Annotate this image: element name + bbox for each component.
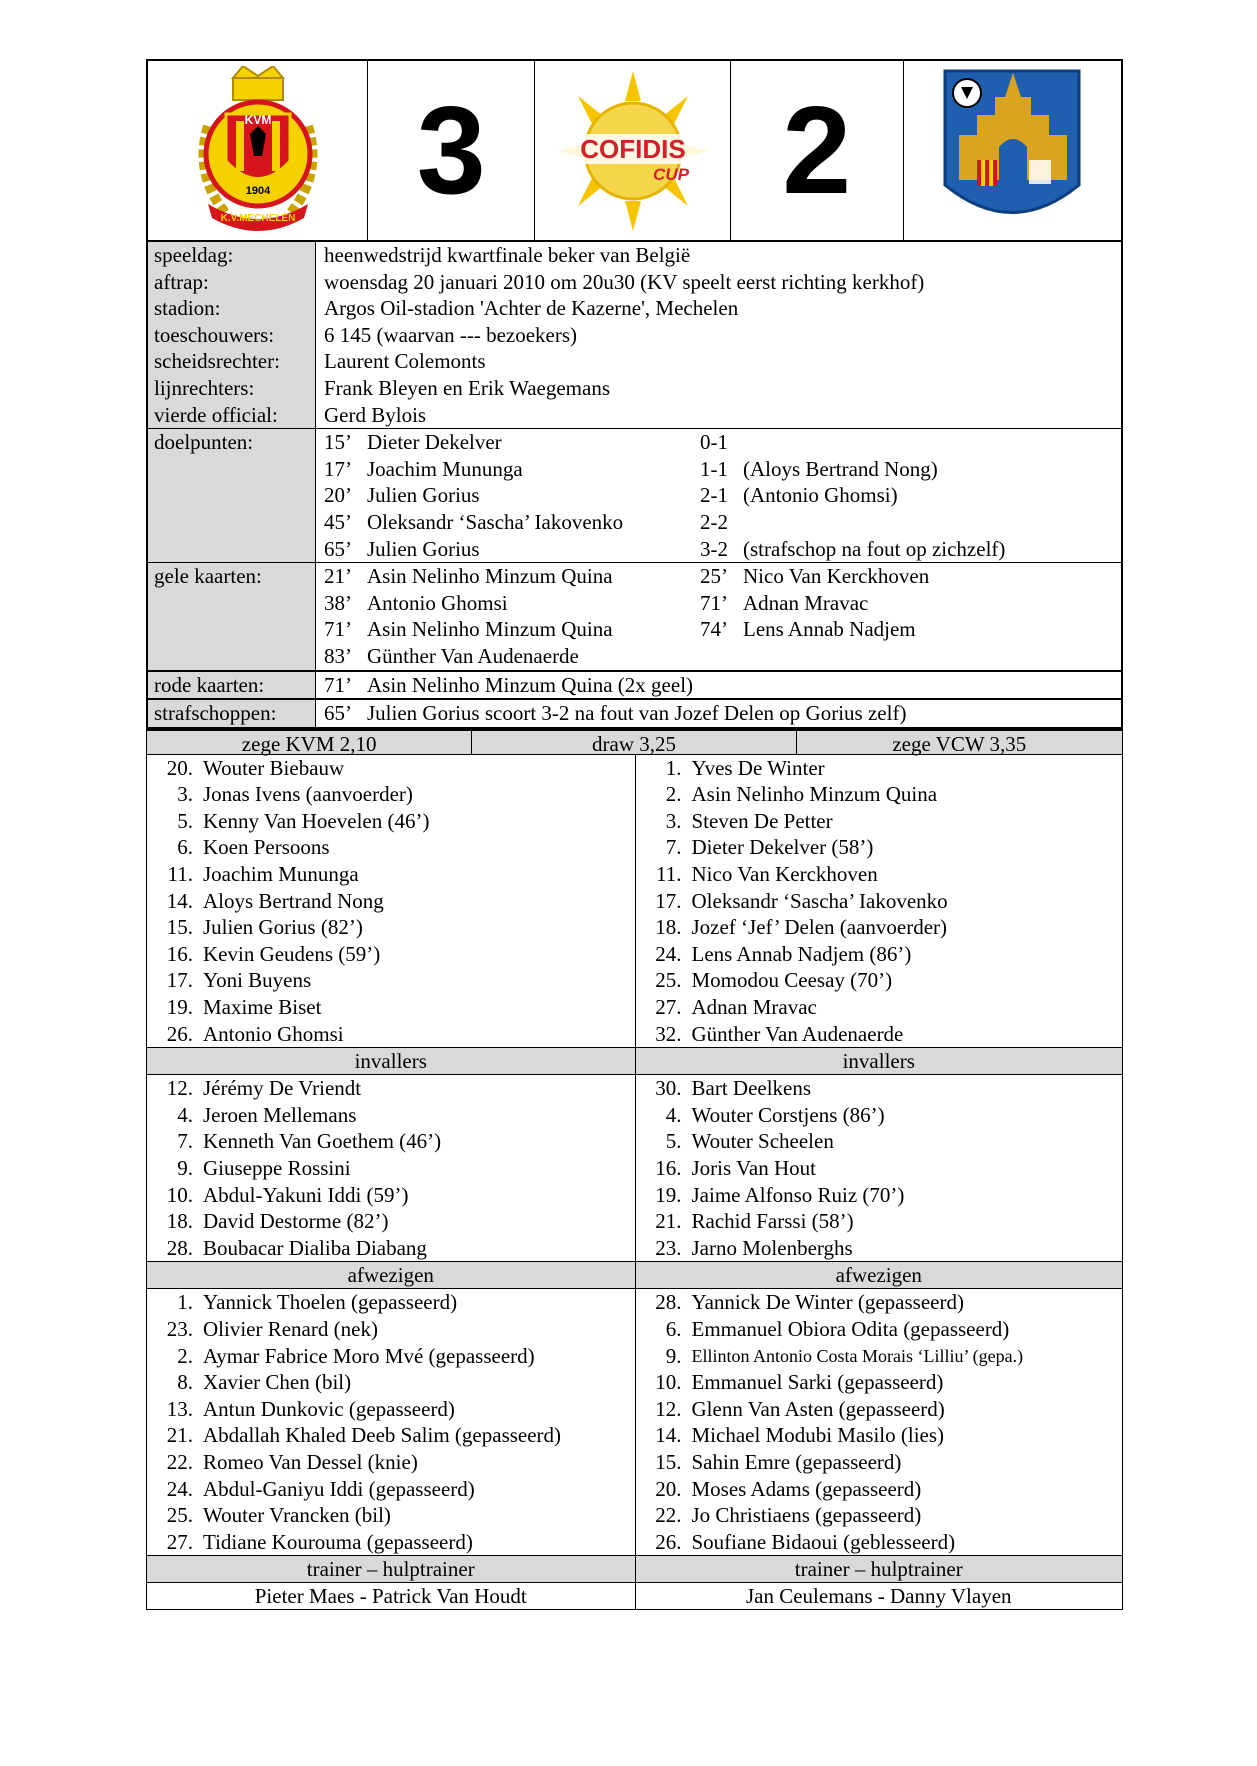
info-row-yellow-cards bbox=[148, 562, 1121, 669]
player-name: Olivier Renard (nek) bbox=[203, 1316, 378, 1341]
svg-text:KVM: KVM bbox=[244, 112, 271, 127]
player-row bbox=[147, 781, 635, 808]
player-name: Adnan Mravac bbox=[691, 995, 817, 1020]
player-number: 8. bbox=[177, 1370, 193, 1395]
yellow-line: 71’ Asin Nelinho Minzum Quina 74’ Lens Annab Nadjem bbox=[324, 617, 916, 642]
player-row bbox=[636, 1316, 1123, 1343]
goal-line: 45’ Oleksandr ‘Sascha’ Iakovenko 2-2 bbox=[324, 509, 728, 534]
player-name: Lens Annab Nadjem (86’) bbox=[691, 941, 912, 966]
kv-mechelen-crest-icon bbox=[188, 66, 328, 236]
player-number: 25. bbox=[655, 968, 682, 993]
info-value: Argos Oil-stadion 'Achter de Kazerne', Mechelen bbox=[324, 296, 739, 321]
player-number: 15. bbox=[166, 915, 193, 940]
match-sheet bbox=[146, 59, 1123, 1610]
player-row bbox=[636, 1396, 1123, 1423]
info-row-vierde-official bbox=[148, 402, 1121, 429]
info-value: 6 145 (waarvan --- bezoekers) bbox=[324, 322, 578, 347]
lineups bbox=[146, 755, 1123, 1049]
player-number: 1. bbox=[177, 1290, 193, 1315]
player-row bbox=[147, 1128, 635, 1155]
player-row bbox=[147, 888, 635, 915]
player-number: 4. bbox=[177, 1102, 193, 1127]
player-number: 21. bbox=[655, 1209, 682, 1234]
player-name: Abdul-Ganiyu Iddi (gepasseerd) bbox=[203, 1476, 475, 1501]
player-number: 22. bbox=[655, 1503, 682, 1528]
player-row bbox=[636, 1422, 1123, 1449]
goal-line: 15’ Dieter Dekelver 0-1 bbox=[324, 430, 728, 455]
player-name: Wouter Biebauw bbox=[203, 755, 345, 780]
subs-home bbox=[147, 1075, 635, 1261]
player-row bbox=[636, 1449, 1123, 1476]
svg-text:K.V.MECHELEN: K.V.MECHELEN bbox=[220, 212, 295, 224]
player-number: 25. bbox=[166, 1503, 193, 1528]
player-number: 24. bbox=[166, 1476, 193, 1501]
player-row bbox=[147, 1075, 635, 1102]
player-name: Antonio Ghomsi bbox=[203, 1021, 344, 1046]
absentees bbox=[146, 1289, 1123, 1556]
trainer-header bbox=[146, 1556, 1123, 1583]
player-name: Ellinton Antonio Costa Morais ‘Lilliu’ (gepa.) bbox=[691, 1345, 1024, 1366]
player-name: David Destorme (82’) bbox=[203, 1209, 389, 1234]
player-row bbox=[147, 1182, 635, 1209]
red-label: rode kaarten: bbox=[148, 672, 316, 699]
player-number: 23. bbox=[655, 1235, 682, 1260]
info-row-red-cards bbox=[148, 670, 1121, 699]
player-number: 17. bbox=[166, 968, 193, 993]
player-row bbox=[147, 1502, 635, 1529]
player-number: 28. bbox=[166, 1235, 193, 1260]
player-name: Joachim Mununga bbox=[203, 862, 359, 887]
info-row-lijnrechters bbox=[148, 375, 1121, 402]
player-name: Oleksandr ‘Sascha’ Iakovenko bbox=[691, 888, 948, 913]
lineup-away bbox=[635, 755, 1123, 1048]
player-number: 27. bbox=[655, 995, 682, 1020]
player-row bbox=[636, 781, 1123, 808]
player-name: Steven De Petter bbox=[691, 808, 833, 833]
trainer-label-away: trainer – hulptrainer bbox=[635, 1556, 1123, 1582]
player-name: Moses Adams (gepasseerd) bbox=[691, 1476, 922, 1501]
player-number: 11. bbox=[167, 862, 193, 887]
subs-label-away: invallers bbox=[635, 1048, 1123, 1074]
player-number: 17. bbox=[655, 888, 682, 913]
player-name: Kevin Geudens (59’) bbox=[203, 941, 381, 966]
player-name: Rachid Farssi (58’) bbox=[691, 1209, 854, 1234]
player-row bbox=[636, 1155, 1123, 1182]
info-label: lijnrechters: bbox=[148, 375, 316, 402]
player-name: Joris Van Hout bbox=[691, 1156, 816, 1180]
lineup-home bbox=[147, 755, 635, 1048]
player-number: 23. bbox=[166, 1316, 193, 1341]
player-number: 5. bbox=[177, 808, 193, 833]
player-number: 22. bbox=[166, 1449, 193, 1474]
info-value: heenwedstrijd kwartfinale beker van België bbox=[324, 243, 691, 267]
player-row bbox=[636, 834, 1123, 861]
player-name: Aloys Bertrand Nong bbox=[203, 888, 384, 913]
player-number: 5. bbox=[665, 1129, 682, 1154]
player-number: 3. bbox=[177, 782, 193, 807]
player-row bbox=[147, 994, 635, 1021]
info-value: woensdag 20 januari 2010 om 20u30 (KV speelt eerst richting kerkhof) bbox=[324, 269, 925, 294]
goal-line: 20’ Julien Gorius 2-1 (Antonio Ghomsi) bbox=[324, 483, 898, 508]
player-name: Wouter Vrancken (bil) bbox=[203, 1503, 391, 1528]
player-name: Jarno Molenberghs bbox=[691, 1235, 853, 1260]
player-name: Emmanuel Obiora Odita (gepasseerd) bbox=[691, 1316, 1010, 1341]
player-row bbox=[636, 1502, 1123, 1529]
info-row-speeldag bbox=[148, 242, 1121, 269]
svg-text:CUP: CUP bbox=[652, 164, 689, 184]
player-row bbox=[147, 834, 635, 861]
player-row bbox=[636, 1182, 1123, 1209]
player-row bbox=[147, 1529, 635, 1556]
player-number: 15. bbox=[655, 1449, 682, 1474]
player-number: 4. bbox=[665, 1102, 682, 1127]
info-label: aftrap: bbox=[148, 269, 316, 296]
player-number: 2. bbox=[665, 782, 682, 807]
player-number: 20. bbox=[655, 1476, 682, 1501]
player-number: 26. bbox=[166, 1021, 193, 1046]
trainer-label-home: trainer – hulptrainer bbox=[306, 1557, 475, 1582]
player-name: Glenn Van Asten (gepasseerd) bbox=[691, 1396, 945, 1421]
player-name: Koen Persoons bbox=[203, 835, 330, 860]
player-name: Jozef ‘Jef’ Delen (aanvoerder) bbox=[691, 915, 948, 940]
player-number: 14. bbox=[655, 1423, 682, 1448]
player-name: Jérémy De Vriendt bbox=[203, 1076, 362, 1101]
player-number: 18. bbox=[655, 915, 682, 940]
player-name: Tidiane Kourouma (gepasseerd) bbox=[203, 1529, 473, 1554]
player-row bbox=[147, 1102, 635, 1129]
player-row bbox=[636, 1289, 1123, 1316]
player-name: Romeo Van Dessel (knie) bbox=[203, 1449, 418, 1474]
player-row bbox=[636, 967, 1123, 994]
info-row-scheidsrechter bbox=[148, 348, 1121, 375]
player-row bbox=[636, 941, 1123, 968]
player-name: Günther Van Audenaerde bbox=[691, 1021, 904, 1046]
player-row bbox=[636, 1529, 1123, 1556]
player-number: 18. bbox=[166, 1209, 193, 1234]
trainer-home: Pieter Maes - Patrick Van Houdt bbox=[254, 1584, 527, 1609]
yellow-label: gele kaarten: bbox=[154, 564, 262, 589]
player-row bbox=[636, 861, 1123, 888]
player-row bbox=[147, 755, 635, 782]
player-name: Emmanuel Sarki (gepasseerd) bbox=[691, 1370, 944, 1395]
yellow-line: 83’ Günther Van Audenaerde bbox=[324, 643, 579, 668]
player-name: Xavier Chen (bil) bbox=[203, 1370, 352, 1395]
info-value: Gerd Bylois bbox=[324, 402, 427, 427]
info-label: vierde official: bbox=[148, 402, 316, 429]
player-number: 7. bbox=[177, 1129, 193, 1154]
player-row bbox=[636, 1208, 1123, 1235]
player-row bbox=[147, 1343, 635, 1370]
player-number: 30. bbox=[655, 1076, 682, 1101]
goal-line: 65’ Julien Gorius 3-2 (strafschop na fout op zichzelf) bbox=[324, 536, 1006, 561]
absent-label-home: afwezigen bbox=[347, 1263, 434, 1288]
player-row bbox=[636, 1343, 1123, 1370]
player-number: 19. bbox=[655, 1182, 682, 1207]
trainer-away: Jan Ceulemans - Danny Vlayen bbox=[635, 1583, 1123, 1609]
player-name: Yves De Winter bbox=[691, 755, 825, 780]
info-value: Laurent Colemonts bbox=[324, 349, 486, 374]
player-name: Nico Van Kerckhoven bbox=[691, 862, 878, 887]
player-name: Maxime Biset bbox=[203, 995, 322, 1020]
player-name: Julien Gorius (82’) bbox=[203, 915, 363, 940]
player-name: Abdul-Yakuni Iddi (59’) bbox=[203, 1182, 409, 1207]
player-row bbox=[636, 1369, 1123, 1396]
player-name: Yannick Thoelen (gepasseerd) bbox=[203, 1290, 458, 1315]
home-score-cell bbox=[368, 61, 535, 240]
player-name: Yoni Buyens bbox=[203, 968, 312, 993]
player-name: Jonas Ivens (aanvoerder) bbox=[203, 782, 413, 807]
away-crest bbox=[904, 61, 1121, 240]
red-line: 71’ Asin Nelinho Minzum Quina (2x geel) bbox=[324, 672, 694, 697]
player-row bbox=[636, 1075, 1123, 1102]
player-number: 6. bbox=[665, 1316, 682, 1341]
goals-label: doelpunten: bbox=[154, 430, 254, 455]
player-row bbox=[147, 1021, 635, 1048]
odds-home: zege KVM 2,10 bbox=[147, 731, 472, 754]
player-number: 3. bbox=[665, 808, 682, 833]
info-row-toeschouwers bbox=[148, 322, 1121, 349]
player-row bbox=[147, 941, 635, 968]
info-row-penalties bbox=[148, 698, 1121, 727]
player-row bbox=[147, 1316, 635, 1343]
home-score: 3 bbox=[416, 81, 486, 220]
player-number: 1. bbox=[665, 755, 682, 780]
subs-header bbox=[146, 1048, 1123, 1075]
player-row bbox=[147, 914, 635, 941]
player-number: 14. bbox=[166, 888, 193, 913]
player-row bbox=[147, 1155, 635, 1182]
info-row-stadion bbox=[148, 295, 1121, 322]
absent-label-away: afwezigen bbox=[635, 1262, 1123, 1288]
kvc-westerlo-crest-icon bbox=[937, 65, 1087, 237]
player-number: 10. bbox=[166, 1182, 193, 1207]
score-header bbox=[146, 59, 1123, 242]
player-number: 32. bbox=[655, 1021, 682, 1046]
player-name: Aymar Fabrice Moro Mvé (gepasseerd) bbox=[203, 1343, 535, 1368]
info-value: Frank Bleyen en Erik Waegemans bbox=[324, 375, 611, 400]
subs-away bbox=[635, 1075, 1123, 1261]
info-row-aftrap bbox=[148, 269, 1121, 296]
player-number: 26. bbox=[655, 1529, 682, 1554]
player-number: 21. bbox=[166, 1423, 193, 1448]
player-row bbox=[147, 1289, 635, 1316]
player-row bbox=[147, 861, 635, 888]
odds-away: zege VCW 3,35 bbox=[892, 731, 1027, 756]
player-number: 19. bbox=[166, 995, 193, 1020]
player-name: Kenneth Van Goethem (46’) bbox=[203, 1129, 442, 1154]
player-number: 13. bbox=[166, 1396, 193, 1421]
match-info-table bbox=[146, 242, 1123, 729]
player-name: Abdallah Khaled Deeb Salim (gepasseerd) bbox=[203, 1423, 562, 1448]
player-name: Bart Deelkens bbox=[691, 1076, 812, 1101]
info-label: toeschouwers: bbox=[148, 322, 316, 349]
trainers-row bbox=[146, 1583, 1123, 1610]
player-row bbox=[636, 1021, 1123, 1048]
odds-row bbox=[146, 729, 1123, 755]
player-row bbox=[147, 1208, 635, 1235]
info-label: stadion: bbox=[148, 295, 316, 322]
player-name: Asin Nelinho Minzum Quina bbox=[691, 782, 938, 807]
player-number: 27. bbox=[166, 1529, 193, 1554]
player-number: 9. bbox=[665, 1343, 682, 1368]
player-number: 12. bbox=[166, 1076, 193, 1101]
info-label: scheidsrechter: bbox=[148, 348, 316, 375]
player-row bbox=[636, 755, 1123, 782]
cofidis-cup-logo-icon bbox=[553, 66, 713, 236]
player-row bbox=[147, 1449, 635, 1476]
player-row bbox=[636, 808, 1123, 835]
player-name: Dieter Dekelver (58’) bbox=[691, 835, 874, 860]
yellow-line: 38’ Antonio Ghomsi 71’ Adnan Mravac bbox=[324, 590, 869, 615]
info-label: speeldag: bbox=[148, 242, 316, 269]
svg-text:COFIDIS: COFIDIS bbox=[579, 133, 686, 164]
player-row bbox=[636, 1128, 1123, 1155]
player-number: 12. bbox=[655, 1396, 682, 1421]
player-name: Wouter Corstjens (86’) bbox=[691, 1102, 885, 1127]
player-name: Soufiane Bidaoui (geblesseerd) bbox=[691, 1529, 956, 1554]
player-number: 16. bbox=[166, 941, 193, 966]
away-score: 2 bbox=[782, 81, 852, 220]
player-row bbox=[147, 1476, 635, 1503]
player-row bbox=[147, 1422, 635, 1449]
cup-logo bbox=[535, 61, 730, 240]
player-row bbox=[147, 967, 635, 994]
player-name: Jo Christiaens (gepasseerd) bbox=[691, 1503, 922, 1528]
player-row bbox=[636, 994, 1123, 1021]
substitutes bbox=[146, 1075, 1123, 1262]
player-row bbox=[636, 1235, 1123, 1262]
player-name: Jeroen Mellemans bbox=[203, 1102, 357, 1127]
odds-draw: draw 3,25 bbox=[472, 731, 796, 754]
player-name: Antun Dunkovic (gepasseerd) bbox=[203, 1396, 455, 1421]
player-name: Kenny Van Hoevelen (46’) bbox=[203, 808, 430, 833]
player-name: Wouter Scheelen bbox=[691, 1129, 834, 1154]
penalties-label: strafschoppen: bbox=[148, 700, 316, 727]
home-crest bbox=[148, 61, 368, 240]
player-number: 16. bbox=[655, 1156, 682, 1180]
absent-away bbox=[635, 1289, 1123, 1555]
player-number: 6. bbox=[177, 835, 193, 860]
player-number: 7. bbox=[665, 835, 682, 860]
player-number: 24. bbox=[655, 941, 682, 966]
player-number: 10. bbox=[655, 1370, 682, 1395]
subs-label-home: invallers bbox=[354, 1049, 427, 1074]
player-number: 11. bbox=[656, 862, 682, 887]
player-name: Yannick De Winter (gepasseerd) bbox=[691, 1290, 964, 1315]
player-row bbox=[147, 1396, 635, 1423]
player-name: Jaime Alfonso Ruiz (70’) bbox=[691, 1182, 905, 1207]
player-row bbox=[147, 1369, 635, 1396]
player-name: Boubacar Dialiba Diabang bbox=[203, 1235, 427, 1260]
player-name: Sahin Emre (gepasseerd) bbox=[691, 1449, 902, 1474]
player-row bbox=[636, 888, 1123, 915]
player-row bbox=[636, 1102, 1123, 1129]
player-name: Momodou Ceesay (70’) bbox=[691, 968, 893, 993]
absent-header bbox=[146, 1262, 1123, 1289]
player-row bbox=[636, 914, 1123, 941]
info-row-goals bbox=[148, 428, 1121, 562]
svg-text:1904: 1904 bbox=[245, 184, 270, 197]
player-number: 28. bbox=[655, 1290, 682, 1315]
player-number: 2. bbox=[177, 1343, 193, 1368]
player-number: 20. bbox=[166, 755, 193, 780]
player-name: Michael Modubi Masilo (lies) bbox=[691, 1423, 945, 1448]
player-number: 9. bbox=[177, 1156, 193, 1180]
penalties-line: 65’ Julien Gorius scoort 3-2 na fout van Jozef Delen op Gorius zelf) bbox=[324, 701, 907, 726]
goal-line: 17’ Joachim Mununga 1-1 (Aloys Bertrand Nong) bbox=[324, 456, 938, 481]
player-row bbox=[147, 808, 635, 835]
yellow-line: 21’ Asin Nelinho Minzum Quina 25’ Nico Van Kerckhoven bbox=[324, 564, 930, 589]
player-row bbox=[636, 1476, 1123, 1503]
absent-home bbox=[147, 1289, 635, 1555]
player-row bbox=[147, 1235, 635, 1262]
away-score-cell bbox=[731, 61, 904, 240]
player-name: Giuseppe Rossini bbox=[203, 1156, 351, 1180]
